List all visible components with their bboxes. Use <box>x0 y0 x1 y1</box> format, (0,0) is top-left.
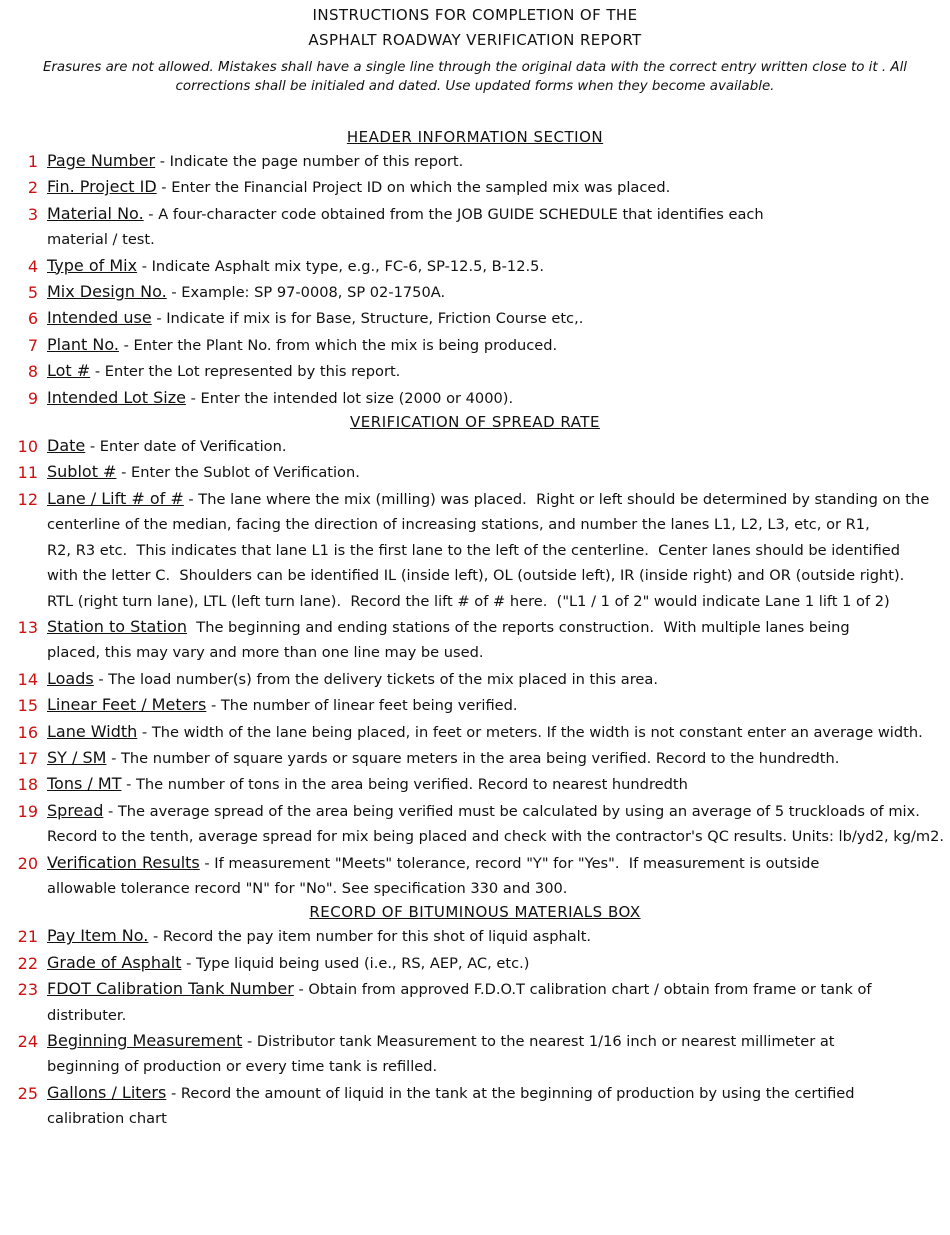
erasure-note: Erasures are not allowed. Mistakes shall have a single line through the original data with the correct entry written close to it . All corrections shall be initialed and dated. Use updated forms when they become available. <box>42 60 908 94</box>
instruction-item <box>0 332 950 358</box>
item-term: Linear Feet / Meters <box>47 695 207 715</box>
instruction-item <box>0 148 950 174</box>
page-title-line-2: ASPHALT ROADWAY VERIFICATION REPORT <box>308 31 642 49</box>
instruction-item <box>0 692 950 718</box>
item-number: 12 <box>17 489 38 509</box>
item-number: 22 <box>17 953 38 973</box>
item-number: 11 <box>17 463 38 483</box>
item-description: - The number of tons in the area being verified. Record to nearest hundredth <box>121 776 688 794</box>
item-number: 25 <box>17 1083 38 1103</box>
item-term: Mix Design No. <box>47 282 167 302</box>
item-number: 19 <box>17 801 38 821</box>
item-description: - A four-character code obtained from the JOB GUIDE SCHEDULE that identifies each material / test. <box>47 205 764 249</box>
item-term: Verification Results <box>47 852 200 872</box>
section-heading: HEADER INFORMATION SECTION <box>346 128 604 146</box>
instruction-item <box>0 279 950 305</box>
item-number: 16 <box>17 722 38 742</box>
instruction-item <box>0 486 950 614</box>
item-description: - If measurement "Meets" tolerance, record "Y" for "Yes". If measurement is outside allowable tolerance record "N" for "No". See specification 330 and 300. <box>47 854 820 897</box>
item-term: Lane / Lift # of # <box>47 488 184 508</box>
instruction-item <box>0 433 950 459</box>
item-term: Date <box>47 436 86 456</box>
item-term: Tons / MT <box>47 774 122 794</box>
item-number: 2 <box>27 178 38 198</box>
item-number: 3 <box>27 204 38 224</box>
item-description: - The lane where the mix (milling) was placed. Right or left should be determined by standing on the centerline of the median, facing the direction of increasing stations, and number the lanes L1, L2, L3, etc, or R1, R2, R3 etc. This indicates that lane L1 is the first lane to the left of the centerline. Center lanes should be identified with the letter C. Shoulders can be identified IL (inside left), OL (outside left), IR (inside right) and OR (outside right). RTL (right turn lane), LTL (left turn lane). Record the lift # of # here. ("L1 / 1 of 2" would indicate Lane 1 lift 1 of 2) <box>47 490 930 610</box>
instruction-item <box>0 1080 950 1132</box>
item-term: Grade of Asphalt <box>47 952 182 972</box>
item-description: - Enter the Lot represented by this report. <box>90 363 401 381</box>
item-term: Plant No. <box>47 334 119 354</box>
item-term: FDOT Calibration Tank Number <box>47 979 294 999</box>
item-number: 14 <box>17 669 38 689</box>
item-description: - The number of linear feet being verified. <box>206 697 518 715</box>
instruction-item <box>0 950 950 976</box>
instruction-item <box>0 771 950 797</box>
item-number: 18 <box>17 775 38 795</box>
page-title-line-1: INSTRUCTIONS FOR COMPLETION OF THE <box>312 6 638 24</box>
item-description: - Enter the Financial Project ID on which the sampled mix was placed. <box>156 179 671 197</box>
item-description: - Enter the intended lot size (2000 or 4000). <box>185 389 514 407</box>
instruction-item <box>0 614 950 666</box>
item-term: Material No. <box>47 203 144 223</box>
item-number: 15 <box>17 696 38 716</box>
item-description: - Indicate if mix is for Base, Structure, Friction Course etc,. <box>151 310 584 328</box>
instruction-item <box>0 201 950 253</box>
item-description: - Enter the Sublot of Verification. <box>116 464 360 482</box>
instruction-item <box>0 976 950 1028</box>
item-term: SY / SM <box>47 747 107 767</box>
item-number: 10 <box>17 437 38 457</box>
item-term: Page Number <box>47 151 156 170</box>
instruction-list <box>0 126 950 1132</box>
instruction-item <box>0 358 950 384</box>
instruction-item <box>0 174 950 200</box>
item-description: The beginning and ending stations of the reports construction. With multiple lanes being placed, this may vary and more than one line may be used. <box>47 618 850 662</box>
item-description: - Indicate the page number of this report. <box>155 153 464 170</box>
item-number: 20 <box>17 853 38 873</box>
item-number: 7 <box>27 335 38 355</box>
section-heading: VERIFICATION OF SPREAD RATE <box>350 413 600 432</box>
item-description: - Indicate Asphalt mix type, e.g., FC-6, SP-12.5, B-12.5. <box>137 257 545 275</box>
item-term: Type of Mix <box>47 255 138 275</box>
instruction-item <box>0 253 950 279</box>
item-description: - Enter the Plant No. from which the mix is being produced. <box>118 336 558 354</box>
instruction-item <box>0 305 950 331</box>
instruction-item <box>0 850 950 902</box>
item-description: - Type liquid being used (i.e., RS, AEP, AC, etc.) <box>181 954 530 972</box>
instruction-item <box>0 798 950 850</box>
instruction-item <box>0 1028 950 1080</box>
item-description: - Example: SP 97-0008, SP 02-1750A. <box>166 284 446 302</box>
item-term: Pay Item No. <box>47 926 149 946</box>
item-term: Station to Station <box>47 616 187 636</box>
item-description: - The load number(s) from the delivery tickets of the mix placed in this area. <box>93 670 658 688</box>
item-term: Lot # <box>47 361 91 381</box>
item-number: 23 <box>17 980 38 1000</box>
item-description: - Distributor tank Measurement to the nearest 1/16 inch or nearest millimeter at beginning of production or every time tank is refilled. <box>47 1033 835 1076</box>
item-term: Intended use <box>47 308 152 328</box>
item-description: - The width of the lane being placed, in feet or meters. If the width is not constant enter an average width. <box>137 723 923 741</box>
item-term: Intended Lot Size <box>47 387 186 407</box>
instruction-item <box>0 385 950 411</box>
item-number: 24 <box>17 1032 38 1051</box>
item-description: - Enter date of Verification. <box>85 438 287 456</box>
instruction-item <box>0 745 950 771</box>
section-heading: RECORD OF BITUMINOUS MATERIALS BOX <box>309 903 641 922</box>
instruction-item <box>0 666 950 692</box>
item-term: Loads <box>47 668 94 688</box>
item-number: 1 <box>27 152 38 171</box>
item-number: 5 <box>27 283 38 303</box>
item-number: 21 <box>17 927 38 947</box>
item-description: - Record the amount of liquid in the tank at the beginning of production by using the certified calibration chart <box>47 1084 855 1128</box>
item-term: Spread <box>47 800 104 820</box>
item-number: 13 <box>17 617 38 637</box>
item-number: 6 <box>27 309 38 329</box>
item-description: - Obtain from approved F.D.O.T calibration chart / obtain from frame or tank of distributer. <box>47 981 877 1024</box>
item-term: Beginning Measurement <box>47 1031 243 1050</box>
item-number: 4 <box>27 256 38 276</box>
item-term: Gallons / Liters <box>47 1082 167 1102</box>
instruction-item <box>0 459 950 485</box>
item-term: Sublot # <box>47 462 117 482</box>
instructions-page <box>0 5 950 1235</box>
item-number: 8 <box>27 362 38 382</box>
item-term: Fin. Project ID <box>47 177 157 197</box>
item-number: 17 <box>17 748 38 768</box>
item-description: - Record the pay item number for this shot of liquid asphalt. <box>148 928 592 946</box>
instruction-item <box>0 719 950 745</box>
item-number: 9 <box>27 388 38 408</box>
item-description: - The average spread of the area being verified must be calculated by using an average of 5 truckloads of mix. Record to the tenth, average spread for mix being placed and check with the contractor's QC results. Units: lb/yd2, kg/m2. <box>47 802 945 846</box>
instruction-item <box>0 923 950 949</box>
item-description: - The number of square yards or square meters in the area being verified. Record to the hundredth. <box>106 749 840 767</box>
item-term: Lane Width <box>47 721 138 741</box>
